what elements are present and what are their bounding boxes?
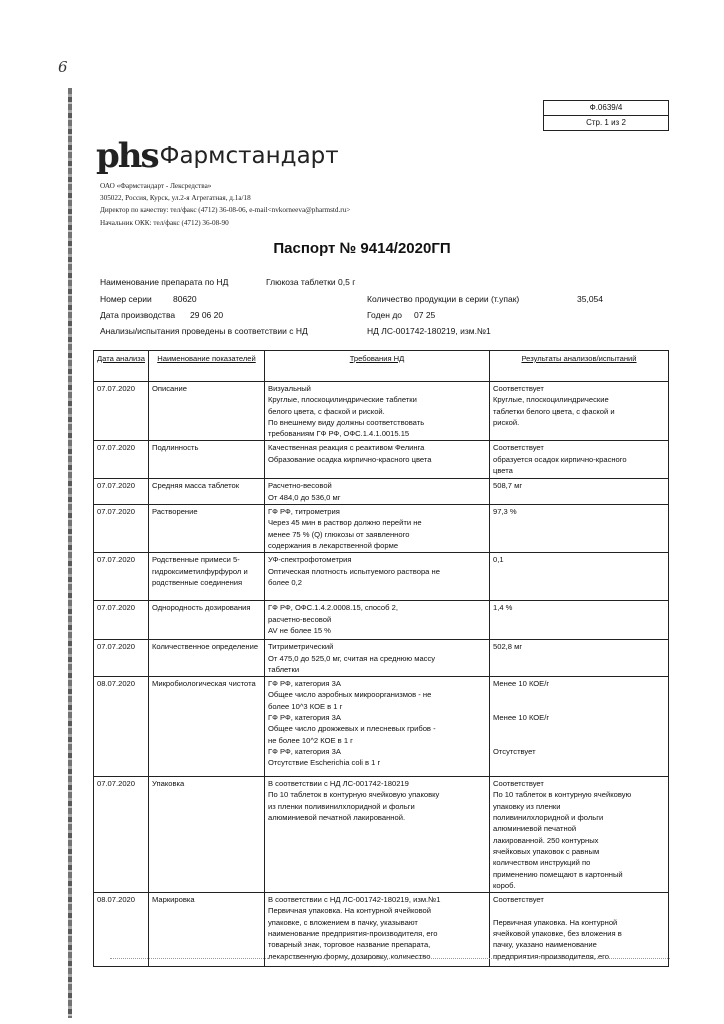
row-date: 07.07.2020 xyxy=(94,505,149,553)
product-value: Глюкоза таблетки 0,5 г xyxy=(266,277,356,287)
result-line: Соответствует xyxy=(493,895,544,905)
row-date: 07.07.2020 xyxy=(94,441,149,479)
requirement-line: В соответствии с НД ЛС-001742-180219, изм.№1 xyxy=(268,895,441,905)
row-requirements xyxy=(265,479,490,505)
row-name: Количественное определение xyxy=(149,640,265,677)
company-line: Директор по качеству: тел/факс (4712) 36-08-06, e-mail<nvkorneeva@pharmstd.ru> xyxy=(100,206,351,215)
requirement-line: Оптическая плотность испытуемого раствора не xyxy=(268,566,440,576)
row-results xyxy=(490,479,669,505)
row-name: Маркировка xyxy=(149,893,265,967)
requirement-line: наименование предприятия-производителя, его xyxy=(268,929,438,939)
table-row xyxy=(94,553,669,601)
company-line: ОАО «Фармстандарт - Лексредства» xyxy=(100,182,212,190)
production-date-value: 29 06 20 xyxy=(190,310,224,320)
form-code: Ф.0639/4 xyxy=(589,103,623,112)
quantity-label: Количество продукции в серии (т.упак) xyxy=(367,294,520,304)
result-line: 508,7 мг xyxy=(493,481,523,491)
requirement-line: Круглые, плоскоцилиндрические таблетки xyxy=(268,395,417,405)
requirement-line: ГФ РФ, категория 3А xyxy=(268,746,341,756)
requirement-line: От 484,0 до 536,0 мг xyxy=(268,492,341,502)
requirement-line: расчетно-весовой xyxy=(268,614,332,624)
requirement-line: таблетки xyxy=(268,664,300,674)
result-line: алюминиевой печатной xyxy=(493,824,577,834)
requirement-line: Первичная упаковка. На контурной ячейковой xyxy=(268,906,431,916)
requirement-line: В соответствии с НД ЛС-001742-180219 xyxy=(268,779,409,789)
result-line: короб. xyxy=(493,880,516,890)
row-date: 07.07.2020 xyxy=(94,553,149,601)
result-line xyxy=(493,701,665,712)
row-results xyxy=(490,505,669,553)
series-value: 80620 xyxy=(173,294,197,304)
requirement-line: менее 75 % (Q) глюкозы от заявленного xyxy=(268,529,410,539)
row-requirements xyxy=(265,382,490,441)
table-row xyxy=(94,382,669,441)
row-results xyxy=(490,893,669,967)
analysis-standard-value: НД ЛС-001742-180219, изм.№1 xyxy=(367,326,491,336)
row-results xyxy=(490,777,669,893)
result-line: таблетки белого цвета, с фаской и xyxy=(493,406,615,416)
requirement-line: Титриметрический xyxy=(268,642,334,652)
requirement-line: из пленки поливинилхлоридной и фольги xyxy=(268,801,415,811)
result-line: поливинилхлоридной и фольги xyxy=(493,813,604,823)
row-requirements xyxy=(265,640,490,677)
requirement-line: Визуальный xyxy=(268,384,311,393)
row-date: 07.07.2020 xyxy=(94,601,149,640)
header-name: Наименование показателей xyxy=(149,351,265,382)
result-line: цвета xyxy=(493,466,513,476)
result-line: Менее 10 КОЕ/г xyxy=(493,713,550,723)
passport-title: Паспорт № 9414/2020ГП xyxy=(273,240,451,257)
result-line: По 10 таблеток в контурную ячейковую xyxy=(493,790,632,800)
result-line xyxy=(493,723,665,734)
page-indicator: Стр. 1 из 2 xyxy=(544,115,668,130)
row-requirements xyxy=(265,601,490,640)
requirement-line: не более 10^2 КОЕ в 1 г xyxy=(268,735,353,745)
result-line: Отсутствует xyxy=(493,746,536,756)
header-results: Результаты анализов/испытаний xyxy=(490,351,669,382)
result-line: предприятия-производителя, его xyxy=(493,951,610,961)
table-row xyxy=(94,505,669,553)
row-results xyxy=(490,677,669,777)
row-results xyxy=(490,441,669,479)
result-line: количеством инструкций по xyxy=(493,858,591,868)
table-header-row xyxy=(94,351,669,382)
company-logo xyxy=(96,134,339,178)
result-line: образуется осадок кирпично-красного xyxy=(493,454,627,464)
row-requirements xyxy=(265,441,490,479)
row-results xyxy=(490,601,669,640)
requirement-line: Расчетно-весовой xyxy=(268,481,332,491)
result-line: 1,4 % xyxy=(493,603,513,613)
result-line: Соответствует xyxy=(493,779,544,789)
row-results xyxy=(490,553,669,601)
requirement-line: Через 45 мин в раствор должно перейти не xyxy=(268,518,422,528)
row-requirements xyxy=(265,893,490,967)
company-details xyxy=(100,180,350,229)
result-line: Соответствует xyxy=(493,384,544,393)
requirement-line: Качественная реакция с реактивом Фелинга xyxy=(268,443,425,453)
result-line: риской. xyxy=(493,417,520,427)
row-name: Растворение xyxy=(149,505,265,553)
table-row xyxy=(94,479,669,505)
logo-mark: phs xyxy=(96,136,158,176)
result-line: ячейковой упаковке, без вложения в xyxy=(493,929,622,939)
row-name: Средняя масса таблеток xyxy=(149,479,265,505)
row-results xyxy=(490,640,669,677)
company-line: Начальник ОКК: тел/факс (4712) 36-08-90 xyxy=(100,218,229,227)
result-line: Менее 10 КОЕ/г xyxy=(493,679,550,689)
result-line: Круглые, плоскоцилиндрические xyxy=(493,395,609,405)
row-name: Упаковка xyxy=(149,777,265,893)
requirement-line: товарный знак, торговое название препарата, xyxy=(268,940,431,950)
table-row xyxy=(94,640,669,677)
row-date: 08.07.2020 xyxy=(94,893,149,967)
requirement-line: ГФ РФ, категория 3А xyxy=(268,713,341,723)
result-line xyxy=(493,905,665,916)
company-line: 305022, Россия, Курск, ул.2-я Агрегатная, д.1а/18 xyxy=(100,194,251,203)
series-label: Номер серии xyxy=(100,294,152,304)
table-row xyxy=(94,893,669,967)
table-row xyxy=(94,441,669,479)
requirement-line: По 10 таблеток в контурную ячейковую упаковку xyxy=(268,790,440,800)
requirement-line: содержания в лекарственной форме xyxy=(268,540,399,550)
result-line: Соответствует xyxy=(493,443,544,453)
row-name: Описание xyxy=(149,382,265,441)
requirement-line: Образование осадка кирпично-красного цвета xyxy=(268,454,432,464)
quantity-value: 35,054 xyxy=(577,294,603,304)
row-date: 08.07.2020 xyxy=(94,677,149,777)
requirement-line: УФ-спектрофотометрия xyxy=(268,555,352,565)
requirement-line: ГФ РФ, титрометрия xyxy=(268,507,340,517)
result-line xyxy=(493,735,665,746)
requirement-line: алюминиевой печатной лакированной. xyxy=(268,813,406,823)
page-bottom-edge xyxy=(110,958,670,959)
analysis-table xyxy=(93,350,669,967)
requirement-line: упаковке, с вложением в пачку, указывают xyxy=(268,917,418,927)
row-name: Однородность дозирования xyxy=(149,601,265,640)
requirement-line: Отсутствие Escherichia coli в 1 г xyxy=(268,758,381,768)
row-name: Микробиологическая чистота xyxy=(149,677,265,777)
row-date: 07.07.2020 xyxy=(94,777,149,893)
result-line: Первичная упаковка. На контурной xyxy=(493,917,618,927)
row-requirements xyxy=(265,777,490,893)
logo-name: Фармстандарт xyxy=(159,143,339,169)
requirement-line: По внешнему виду должны соответствовать xyxy=(268,417,425,427)
table-row xyxy=(94,777,669,893)
row-date: 07.07.2020 xyxy=(94,640,149,677)
binding-margin-line xyxy=(68,88,72,1018)
header-date: Дата анализа xyxy=(94,351,149,382)
row-requirements xyxy=(265,553,490,601)
product-label: Наименование препарата по НД xyxy=(100,277,229,287)
row-requirements xyxy=(265,677,490,777)
table-row xyxy=(94,601,669,640)
row-requirements xyxy=(265,505,490,553)
result-line: ячейковых упаковок с равным xyxy=(493,846,600,856)
expiry-value: 07 25 xyxy=(414,310,436,320)
requirement-line: Общее число дрожжевых и плесневых грибов - xyxy=(268,724,436,734)
requirement-line: От 475,0 до 525,0 мг, считая на среднюю массу xyxy=(268,653,436,663)
requirement-line: ГФ РФ, категория 3А xyxy=(268,679,341,689)
requirement-line: белого цвета, с фаской и риской. xyxy=(268,406,385,416)
result-line: лакированной. 250 контурных xyxy=(493,835,599,845)
requirement-line: требованиям ГФ РФ, ОФС.1.4.1.0015.15 xyxy=(268,429,410,439)
result-line: 502,8 мг xyxy=(493,642,523,652)
row-date: 07.07.2020 xyxy=(94,382,149,441)
result-line: упаковку из пленки xyxy=(493,801,561,811)
expiry-label: Годен до xyxy=(367,310,403,320)
header-requirements: Требования НД xyxy=(265,351,490,382)
result-line xyxy=(493,689,665,700)
handwritten-page-number: 6 xyxy=(58,58,68,76)
result-line: применению помещают в картонный xyxy=(493,869,623,879)
row-date: 07.07.2020 xyxy=(94,479,149,505)
requirement-line: AV не более 15 % xyxy=(268,625,331,635)
requirement-line: лекарственную форму, дозировку, количество xyxy=(268,951,431,961)
result-line: пачку, указано наименование xyxy=(493,940,597,950)
requirement-line: более 0,2 xyxy=(268,577,302,587)
row-results xyxy=(490,382,669,441)
requirement-line: более 10^3 КОЕ в 1 г xyxy=(268,701,343,711)
analysis-standard-label: Анализы/испытания проведены в соответствии с НД xyxy=(100,326,308,336)
table-row xyxy=(94,677,669,777)
result-line: 0,1 xyxy=(493,555,504,565)
requirement-line: ГФ РФ, ОФС.1.4.2.0008.15, способ 2, xyxy=(268,603,398,613)
requirement-line: Общее число аэробных микроорганизмов - не xyxy=(268,690,432,700)
form-code-box xyxy=(543,100,669,131)
result-line: 97,3 % xyxy=(493,507,517,517)
production-date-label: Дата производства xyxy=(100,310,176,320)
row-name: Родственные примеси 5-гидроксиметилфурфурол и родственные соединения xyxy=(149,553,265,601)
row-name: Подлинность xyxy=(149,441,265,479)
